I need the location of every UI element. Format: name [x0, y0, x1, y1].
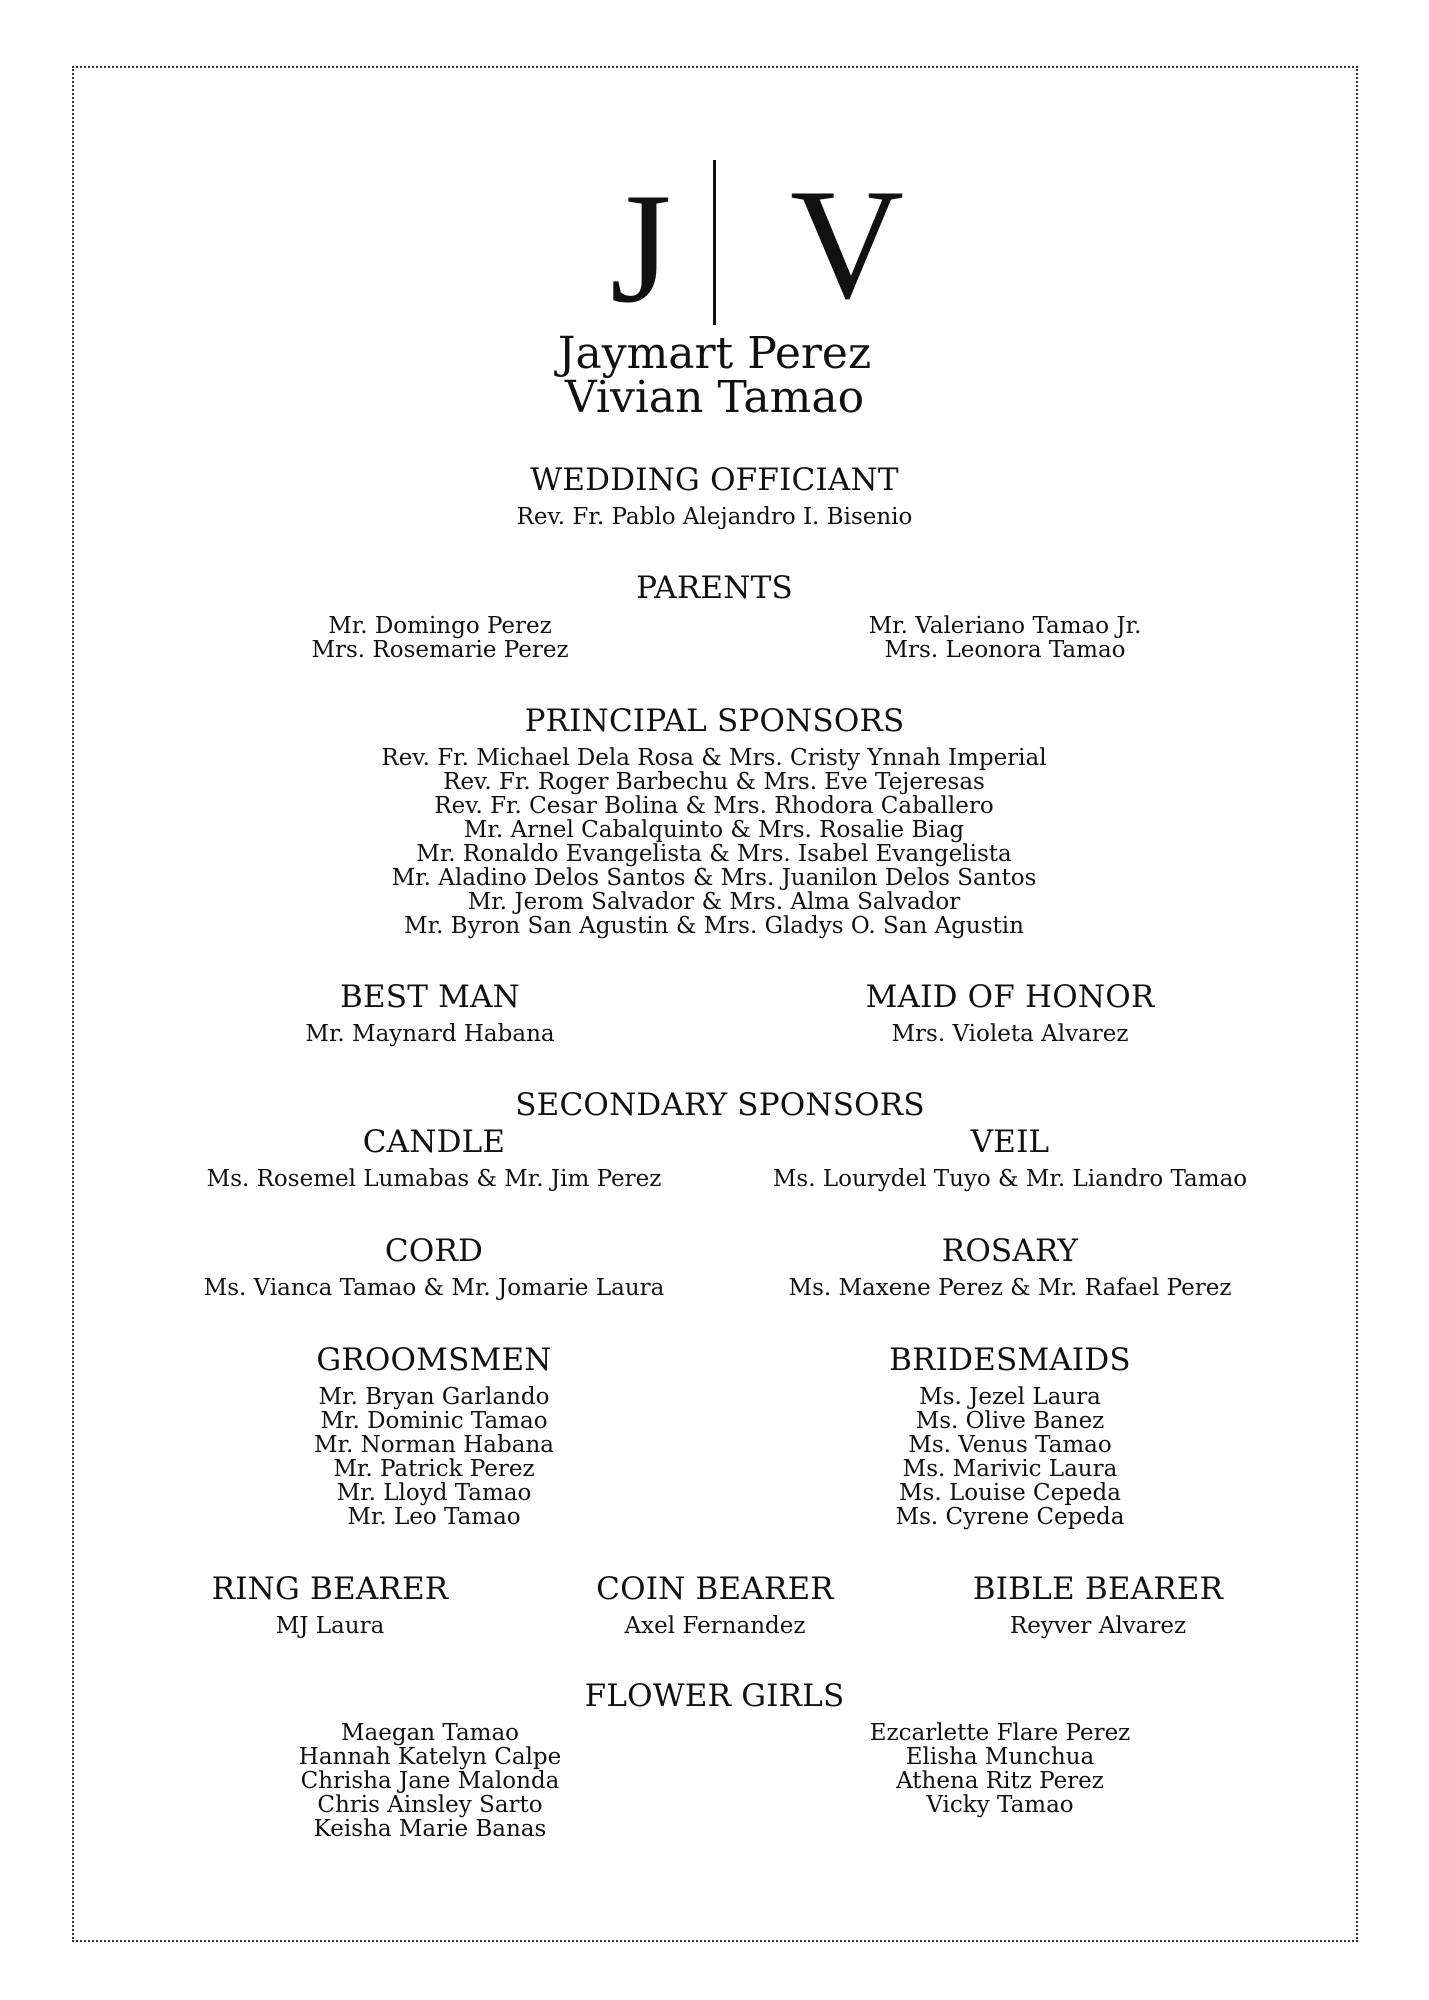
best-man-name: Mr. Maynard Habana: [305, 1021, 555, 1047]
cord-sponsors: Ms. Vianca Tamao & Mr. Jomarie Laura: [203, 1275, 665, 1301]
list-item: Chris Ainsley Sarto: [317, 1792, 543, 1818]
bible-bearer-name: Reyver Alvarez: [1009, 1613, 1187, 1639]
list-item: Ms. Marivic Laura: [902, 1456, 1118, 1482]
list-item: Rev. Fr. Roger Barbechu & Mrs. Eve Tejeresas: [443, 769, 985, 795]
principal-sponsors-list: [214, 746, 1214, 938]
bridesmaids-list: [810, 1385, 1210, 1529]
flower-girls-heading: FLOWER GIRLS: [584, 1678, 845, 1714]
bride-parents-list: [805, 614, 1205, 662]
list-item: Elisha Munchua: [905, 1744, 1095, 1770]
list-item: Rev. Fr. Michael Dela Rosa & Mrs. Cristy Ynnah Imperial: [381, 745, 1047, 771]
list-item: Mr. Jerom Salvador & Mrs. Alma Salvador: [467, 889, 961, 915]
list-item: Mr. Byron San Agustin & Mrs. Gladys O. San Agustin: [404, 913, 1024, 939]
flower-girls-left-list: [230, 1721, 630, 1841]
list-item: Mr. Norman Habana: [314, 1432, 554, 1458]
list-item: Mr. Bryan Garlando: [318, 1384, 550, 1410]
bridesmaids-heading: BRIDESMAIDS: [889, 1342, 1131, 1378]
ring-bearer-heading: RING BEARER: [211, 1571, 449, 1607]
monogram-divider: [713, 160, 716, 325]
list-item: Ms. Cyrene Cepeda: [895, 1504, 1125, 1530]
list-item: Ms. Olive Banez: [915, 1408, 1105, 1434]
list-item: Chrisha Jane Malonda: [300, 1768, 560, 1794]
coin-bearer-name: Axel Fernandez: [624, 1613, 806, 1639]
maid-of-honor-name: Mrs. Violeta Alvarez: [891, 1021, 1129, 1047]
veil-sponsors: Ms. Lourydel Tuyo & Mr. Liandro Tamao: [772, 1166, 1248, 1192]
list-item: Ms. Louise Cepeda: [899, 1480, 1121, 1506]
list-item: Mr. Aladino Delos Santos & Mrs. Juanilon Delos Santos: [391, 865, 1037, 891]
list-item: Mr. Valeriano Tamao Jr.: [868, 613, 1142, 639]
list-item: Maegan Tamao: [340, 1720, 520, 1746]
list-item: Mr. Dominic Tamao: [320, 1408, 548, 1434]
principal-sponsors-heading: PRINCIPAL SPONSORS: [524, 703, 905, 739]
list-item: Mr. Arnel Cabalquinto & Mrs. Rosalie Biag: [463, 817, 965, 843]
bride-name: Vivian Tamao: [564, 372, 865, 423]
list-item: Athena Ritz Perez: [896, 1768, 1104, 1794]
officiant-name: Rev. Fr. Pablo Alejandro I. Bisenio: [516, 504, 913, 530]
candle-heading: CANDLE: [362, 1124, 506, 1160]
list-item: Mr. Leo Tamao: [347, 1504, 521, 1530]
list-item: Vicky Tamao: [926, 1792, 1074, 1818]
list-item: Mr. Patrick Perez: [333, 1456, 535, 1482]
ring-bearer-name: MJ Laura: [275, 1613, 385, 1639]
secondary-sponsors-heading: SECONDARY SPONSORS: [515, 1087, 925, 1123]
list-item: Mrs. Rosemarie Perez: [311, 637, 569, 663]
candle-sponsors: Ms. Rosemel Lumabas & Mr. Jim Perez: [206, 1166, 662, 1192]
rosary-sponsors: Ms. Maxene Perez & Mr. Rafael Perez: [788, 1275, 1232, 1301]
groom-name: Jaymart Perez: [557, 328, 872, 379]
list-item: Mrs. Leonora Tamao: [884, 637, 1126, 663]
veil-heading: VEIL: [970, 1124, 1050, 1160]
list-item: Mr. Ronaldo Evangelista & Mrs. Isabel Evangelista: [416, 841, 1012, 867]
coin-bearer-heading: COIN BEARER: [596, 1571, 834, 1607]
flower-girls-right-list: [800, 1721, 1200, 1817]
maid-of-honor-heading: MAID OF HONOR: [865, 979, 1155, 1015]
list-item: Ms. Venus Tamao: [908, 1432, 1112, 1458]
monogram-right-initial: V: [790, 157, 905, 332]
best-man-heading: BEST MAN: [339, 979, 521, 1015]
monogram: [0, 157, 1429, 336]
groom-parents-list: [240, 614, 640, 662]
list-item: Mr. Lloyd Tamao: [336, 1480, 532, 1506]
parents-heading: PARENTS: [636, 570, 793, 606]
monogram-left-initial: J: [610, 161, 672, 336]
list-item: Hannah Katelyn Calpe: [298, 1744, 562, 1770]
cord-heading: CORD: [384, 1233, 484, 1269]
groomsmen-list: [234, 1385, 634, 1529]
list-item: Ms. Jezel Laura: [919, 1384, 1101, 1410]
officiant-heading: WEDDING OFFICIANT: [530, 462, 899, 498]
bible-bearer-heading: BIBLE BEARER: [972, 1571, 1224, 1607]
list-item: Ezcarlette Flare Perez: [869, 1720, 1131, 1746]
list-item: Keisha Marie Banas: [313, 1816, 547, 1842]
list-item: Rev. Fr. Cesar Bolina & Mrs. Rhodora Caballero: [434, 793, 994, 819]
list-item: Mr. Domingo Perez: [328, 613, 552, 639]
groomsmen-heading: GROOMSMEN: [316, 1342, 552, 1378]
rosary-heading: ROSARY: [941, 1233, 1079, 1269]
